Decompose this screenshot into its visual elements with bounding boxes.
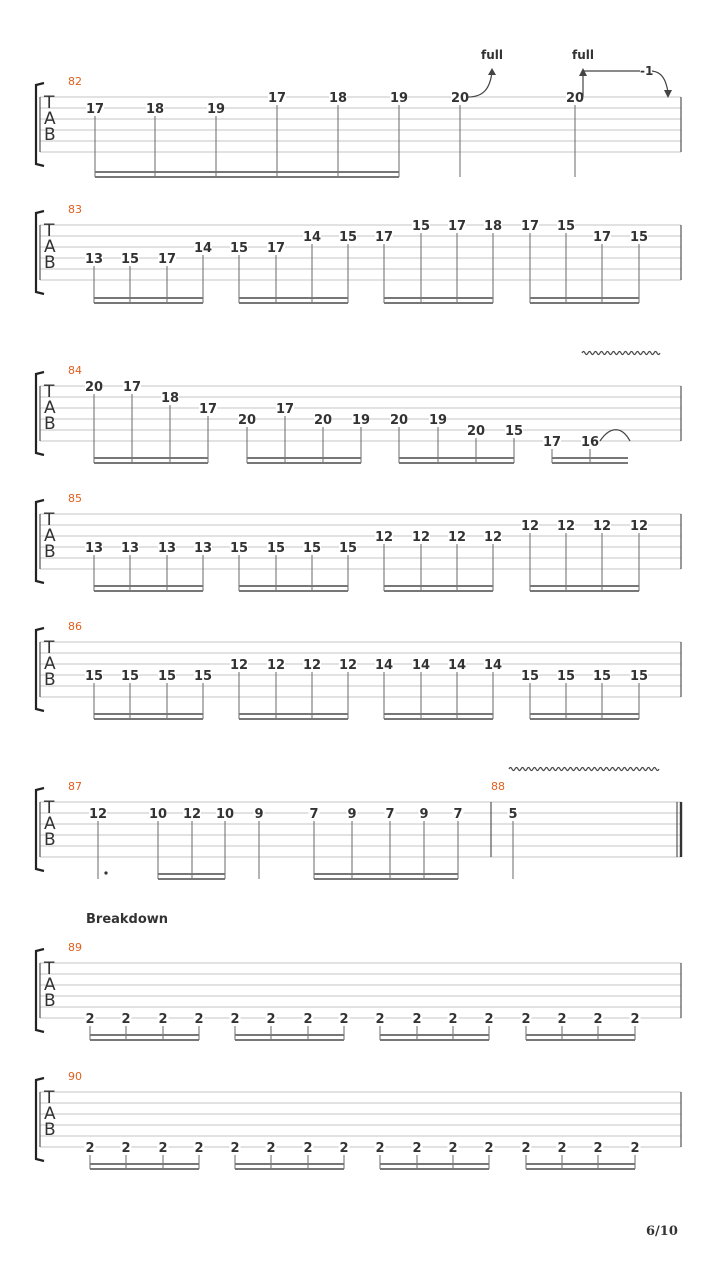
fret-number: 13: [120, 541, 140, 556]
fret-number: 15: [120, 669, 140, 684]
fret-number: 15: [229, 241, 249, 256]
fret-number: 14: [193, 241, 213, 256]
beam-secondary: [94, 718, 203, 720]
tab-system-1: [36, 75, 681, 178]
bend-curve: [468, 72, 492, 97]
tab-system-8: [36, 1070, 681, 1170]
fret-number: 2: [158, 1141, 168, 1156]
fret-number: 10: [215, 807, 235, 822]
fret-number: 14: [483, 658, 503, 673]
fret-number: 15: [520, 669, 540, 684]
fret-number: 12: [182, 807, 202, 822]
fret-number: 2: [412, 1141, 422, 1156]
tab-clef-letter: B: [44, 670, 56, 690]
fret-number: 2: [557, 1012, 567, 1027]
tie-curve: [600, 430, 630, 441]
fret-number: 2: [303, 1012, 313, 1027]
measure-number: 85: [68, 492, 82, 505]
beam-primary: [314, 873, 458, 875]
fret-number: 15: [266, 541, 286, 556]
fret-number: 17: [85, 102, 105, 117]
fret-number: 18: [145, 102, 165, 117]
fret-number: 7: [309, 807, 319, 822]
fret-number: 20: [466, 424, 486, 439]
fret-number: 17: [542, 435, 562, 450]
fret-number: 2: [484, 1141, 494, 1156]
tab-clef-letter: B: [44, 1120, 56, 1140]
beam-primary: [247, 457, 361, 459]
fret-number: 2: [194, 1141, 204, 1156]
fret-number: 12: [374, 530, 394, 545]
tab-systems: [36, 75, 681, 1170]
beam-primary: [158, 873, 225, 875]
fret-number: 20: [313, 413, 333, 428]
beam-secondary: [552, 462, 628, 464]
page-number: 6/10: [646, 1224, 678, 1239]
fret-number: 15: [338, 541, 358, 556]
fret-number: 2: [339, 1012, 349, 1027]
tab-clef-letter: A: [44, 654, 56, 674]
beam-primary: [552, 457, 628, 459]
measure-number: 86: [68, 620, 82, 633]
bend-arrow-icon: [488, 68, 496, 75]
fret-number: 14: [447, 658, 467, 673]
fret-number: 15: [629, 669, 649, 684]
beam-secondary: [399, 462, 514, 464]
fret-number: 7: [385, 807, 395, 822]
fret-number: 20: [237, 413, 257, 428]
release-curve: [652, 71, 668, 92]
fret-number: 12: [229, 658, 249, 673]
fret-number: 2: [412, 1012, 422, 1027]
tab-clef-letter: A: [44, 1104, 56, 1124]
vibrato-icon: [582, 352, 660, 355]
fret-number: 15: [193, 669, 213, 684]
beam-primary: [90, 1163, 199, 1165]
fret-number: 17: [157, 252, 177, 267]
fret-number: 15: [556, 669, 576, 684]
fret-number: 12: [302, 658, 322, 673]
beam-primary: [384, 713, 493, 715]
fret-number: 2: [630, 1012, 640, 1027]
fret-number: 17: [520, 219, 540, 234]
tab-clef-letter: T: [44, 382, 55, 402]
tab-clef-letter: T: [44, 510, 55, 530]
bend-arrow-icon-2: [579, 68, 587, 76]
fret-number: 2: [85, 1012, 95, 1027]
fret-number: 15: [229, 541, 249, 556]
tab-clef-letter: A: [44, 109, 56, 129]
tab-system-6: [36, 780, 681, 880]
fret-number: 2: [266, 1141, 276, 1156]
fret-number: 17: [122, 380, 142, 395]
measure-number: 87: [68, 780, 82, 793]
beam-secondary: [526, 1039, 635, 1041]
fret-number: 18: [160, 391, 180, 406]
fret-number: 15: [338, 230, 358, 245]
fret-number: 2: [121, 1012, 131, 1027]
fret-number: 10: [148, 807, 168, 822]
beam-primary: [94, 457, 208, 459]
fret-number: 9: [347, 807, 357, 822]
beam-secondary: [94, 302, 203, 304]
beam-primary: [90, 1034, 199, 1036]
fret-number: 2: [375, 1012, 385, 1027]
tab-clef-letter: A: [44, 975, 56, 995]
beam-primary: [239, 297, 348, 299]
fret-number: 15: [84, 669, 104, 684]
tab-clef-letter: A: [44, 814, 56, 834]
fret-number: 17: [266, 241, 286, 256]
beam-secondary: [380, 1168, 489, 1170]
tab-system-2: [36, 203, 681, 304]
fret-number: 12: [520, 519, 540, 534]
beam-primary: [380, 1034, 489, 1036]
tab-clef-letter: A: [44, 237, 56, 257]
beam-secondary: [530, 590, 639, 592]
measure-number: 83: [68, 203, 82, 216]
fret-number: 12: [338, 658, 358, 673]
beam-secondary: [384, 302, 493, 304]
fret-number: 7: [453, 807, 463, 822]
beam-secondary: [239, 718, 348, 720]
fret-number: 14: [374, 658, 394, 673]
beam-primary: [239, 585, 348, 587]
beam-primary: [235, 1034, 344, 1036]
tab-clef-letter: B: [44, 253, 56, 273]
tab-clef-letter: B: [44, 542, 56, 562]
fret-number: 13: [84, 541, 104, 556]
fret-number: 2: [266, 1012, 276, 1027]
fret-number: 20: [84, 380, 104, 395]
fret-number: 2: [303, 1141, 313, 1156]
tab-clef-letter: B: [44, 991, 56, 1011]
tab-clef-letter: A: [44, 526, 56, 546]
beam-secondary: [95, 176, 399, 178]
tab-clef-letter: T: [44, 959, 55, 979]
beam-primary: [530, 585, 639, 587]
fret-number: 12: [483, 530, 503, 545]
fret-number: 2: [630, 1141, 640, 1156]
fret-number: 13: [84, 252, 104, 267]
beam-primary: [384, 297, 493, 299]
bend-full-label: full: [481, 48, 503, 62]
fret-number: 15: [157, 669, 177, 684]
tab-clef-letter: T: [44, 1088, 55, 1108]
beam-secondary: [530, 302, 639, 304]
fret-number: 2: [521, 1012, 531, 1027]
beam-primary: [384, 585, 493, 587]
tab-clef-letter: B: [44, 830, 56, 850]
tab-clef-letter: T: [44, 798, 55, 818]
beam-secondary: [158, 878, 225, 880]
beam-primary: [94, 297, 203, 299]
beam-primary: [380, 1163, 489, 1165]
beam-primary: [94, 713, 203, 715]
fret-number: 15: [120, 252, 140, 267]
beam-secondary: [530, 718, 639, 720]
release-label: -1: [640, 64, 654, 78]
fret-number: 15: [592, 669, 612, 684]
tab-clef-letter: B: [44, 414, 56, 434]
fret-number: 12: [629, 519, 649, 534]
fret-number: 17: [198, 402, 218, 417]
measure-number: 90: [68, 1070, 82, 1083]
tab-system-5: [36, 620, 681, 720]
beam-secondary: [235, 1039, 344, 1041]
vibrato-icon-2: [509, 768, 659, 771]
fret-number: 19: [206, 102, 226, 117]
fret-number: 2: [593, 1141, 603, 1156]
fret-number: 17: [592, 230, 612, 245]
fret-number: 12: [447, 530, 467, 545]
measure-number: 89: [68, 941, 82, 954]
fret-number: 19: [389, 91, 409, 106]
beam-primary: [530, 713, 639, 715]
fret-number: 15: [629, 230, 649, 245]
fret-number: 14: [302, 230, 322, 245]
fret-number: 12: [411, 530, 431, 545]
fret-number: 19: [351, 413, 371, 428]
beam-secondary: [94, 590, 203, 592]
beam-secondary: [526, 1168, 635, 1170]
fret-number: 2: [158, 1012, 168, 1027]
beam-primary: [530, 297, 639, 299]
beam-secondary: [247, 462, 361, 464]
beam-secondary: [384, 718, 493, 720]
beam-primary: [235, 1163, 344, 1165]
tab-system-7: [36, 941, 681, 1041]
beam-primary: [94, 585, 203, 587]
fret-number: 14: [411, 658, 431, 673]
measure-number: 84: [68, 364, 82, 377]
fret-number: 2: [121, 1141, 131, 1156]
fret-number: 18: [483, 219, 503, 234]
fret-number: 20: [389, 413, 409, 428]
fret-number: 15: [556, 219, 576, 234]
tab-clef-letter: B: [44, 125, 56, 145]
fret-number: 2: [339, 1141, 349, 1156]
beam-primary: [526, 1034, 635, 1036]
tab-system-4: [36, 492, 681, 592]
beam-secondary: [239, 302, 348, 304]
fret-number: 2: [448, 1141, 458, 1156]
fret-number: 2: [230, 1012, 240, 1027]
fret-number: 15: [504, 424, 524, 439]
tab-clef-letter: T: [44, 638, 55, 658]
fret-number: 2: [484, 1012, 494, 1027]
tab-clef-letter: A: [44, 398, 56, 418]
beam-primary: [95, 171, 399, 173]
tab-clef-letter: T: [44, 93, 55, 113]
fret-number: 2: [85, 1141, 95, 1156]
fret-number: 17: [374, 230, 394, 245]
beam-primary: [526, 1163, 635, 1165]
fret-number: 2: [375, 1141, 385, 1156]
fret-number: 15: [411, 219, 431, 234]
fret-number: 19: [428, 413, 448, 428]
beam-secondary: [90, 1039, 199, 1041]
fret-number: 9: [254, 807, 264, 822]
fret-number: 17: [275, 402, 295, 417]
fret-number: 12: [592, 519, 612, 534]
bend-full-label-2: full: [572, 48, 594, 62]
beam-primary: [399, 457, 514, 459]
beam-secondary: [314, 878, 458, 880]
fret-number: 2: [230, 1141, 240, 1156]
beam-secondary: [384, 590, 493, 592]
fret-number: 12: [556, 519, 576, 534]
measure-number: 82: [68, 75, 82, 88]
fret-number: 9: [419, 807, 429, 822]
beam-secondary: [94, 462, 208, 464]
fret-number: 2: [194, 1012, 204, 1027]
section-label: Breakdown: [86, 912, 169, 927]
fret-number: 12: [88, 807, 108, 822]
fret-number: 2: [521, 1141, 531, 1156]
fret-number: 2: [557, 1141, 567, 1156]
fret-number: 15: [302, 541, 322, 556]
beam-primary: [239, 713, 348, 715]
fret-number: 16: [580, 435, 600, 450]
fret-number: 20: [450, 91, 470, 106]
fret-number: 2: [448, 1012, 458, 1027]
fret-number: 13: [193, 541, 213, 556]
tab-clef-letter: T: [44, 221, 55, 241]
beam-secondary: [380, 1039, 489, 1041]
fret-number: 12: [266, 658, 286, 673]
fret-number: 13: [157, 541, 177, 556]
beam-secondary: [239, 590, 348, 592]
dotted-note-dot: [104, 871, 107, 874]
measure-number: 88: [491, 780, 505, 793]
fret-number: 17: [267, 91, 287, 106]
fret-number: 2: [593, 1012, 603, 1027]
tab-system-3: [36, 364, 681, 464]
fret-number: 5: [508, 807, 518, 822]
beam-secondary: [90, 1168, 199, 1170]
fret-number: 20: [565, 91, 585, 106]
fret-number: 17: [447, 219, 467, 234]
beam-secondary: [235, 1168, 344, 1170]
fret-number: 18: [328, 91, 348, 106]
